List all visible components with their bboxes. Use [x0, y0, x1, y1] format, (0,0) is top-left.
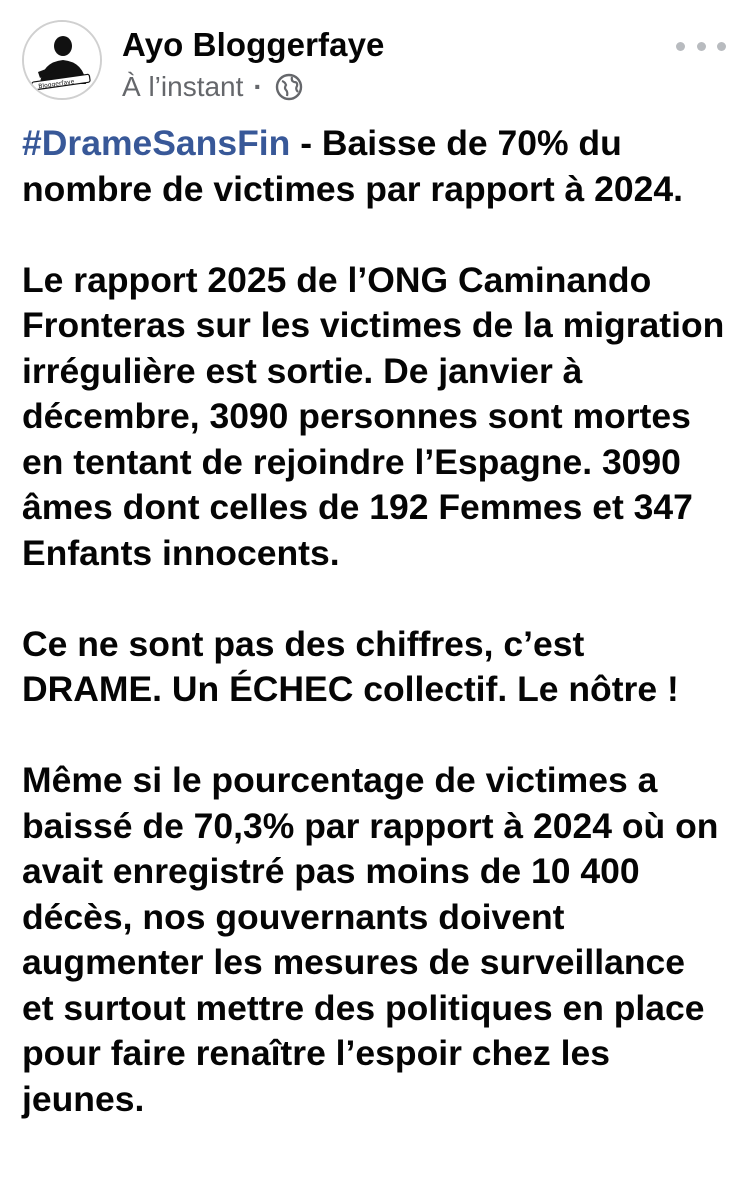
- more-dot: [676, 42, 685, 51]
- hashtag-link[interactable]: #DrameSansFin: [22, 123, 291, 163]
- post-paragraph-4: Même si le pourcentage de victimes a baissé de 70,3% par rapport à 2024 où on avait enregistré pas moins de 10 400 décès, nos gouvernants doivent augmenter les mesures de surveillance et surtout mettre des politiques en place pour faire renaître l’espoir chez les jeunes.: [22, 760, 719, 1119]
- globe-icon[interactable]: [275, 73, 303, 101]
- meta-separator: ·: [253, 71, 263, 102]
- avatar-silhouette-icon: [24, 22, 100, 98]
- post-header: [22, 20, 726, 110]
- post-timestamp[interactable]: À l’instant: [122, 71, 244, 102]
- author-name[interactable]: Ayo Bloggerfaye: [122, 26, 385, 63]
- paragraph-gap: [22, 713, 726, 759]
- more-dot: [717, 42, 726, 51]
- avatar-sign-text: Bloggerfaye: [37, 78, 75, 91]
- paragraph-1-text: - Baisse de 70% du nombre de victimes par rapport à 2024.: [22, 123, 683, 209]
- post-paragraph-1: [22, 121, 726, 212]
- more-dot: [697, 42, 706, 51]
- post-paragraph-3: Ce ne sont pas des chiffres, c’est DRAME. Un ÉCHEC collectif. Le nôtre !: [22, 623, 679, 709]
- post-paragraph-2: Le rapport 2025 de l’ONG Caminando Fronteras sur les victimes de la migration irrégulière est sortie. De janvier à décembre, 3090 personnes sont mortes en tentant de rejoindre l’Espagne. 3090 âmes dont celles de 192 Femmes et 347 Enfants innocents.: [22, 259, 725, 573]
- post-body: [22, 121, 726, 1122]
- paragraph-gap: [22, 212, 726, 258]
- post-meta: [122, 71, 303, 103]
- paragraph-gap: [22, 576, 726, 622]
- more-options-icon[interactable]: [676, 36, 726, 56]
- author-avatar[interactable]: [22, 20, 102, 100]
